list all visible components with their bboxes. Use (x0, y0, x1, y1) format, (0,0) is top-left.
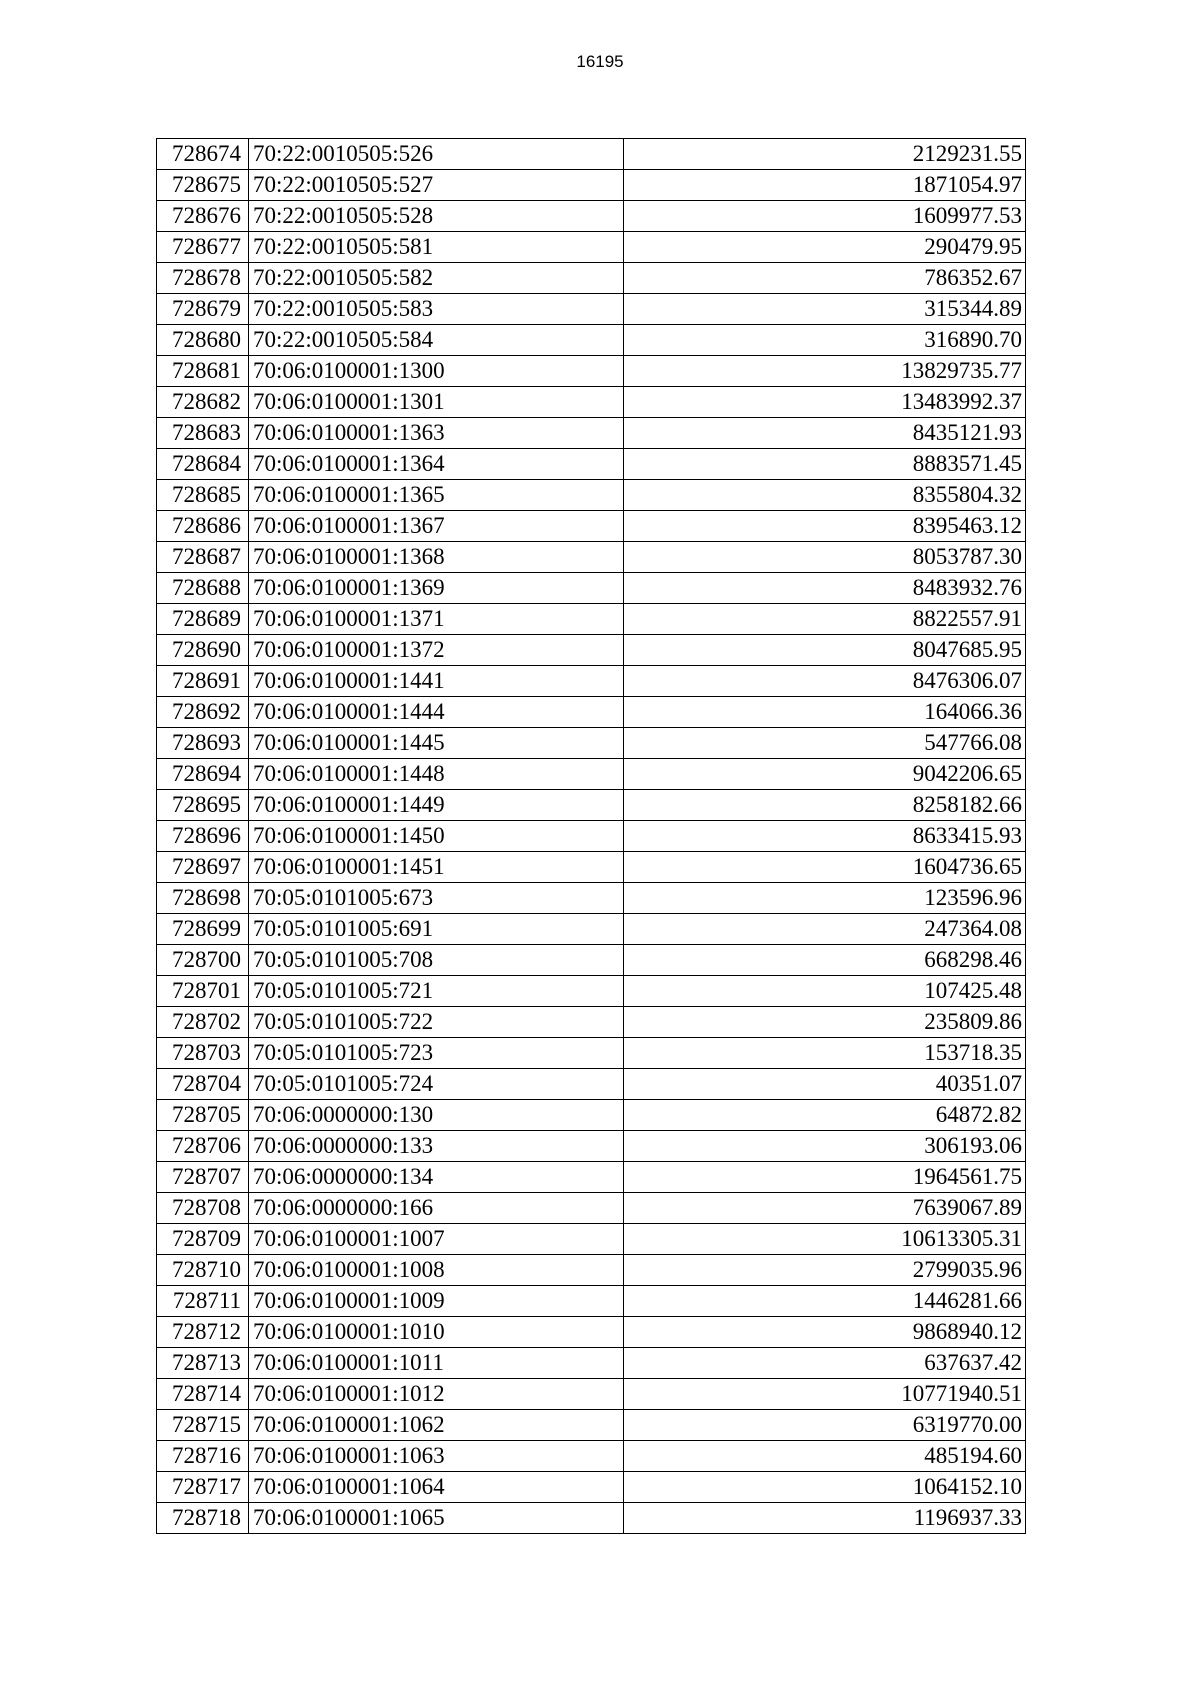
cadastral-number-cell: 70:06:0100001:1451 (249, 852, 624, 883)
row-number-cell: 728701 (157, 976, 249, 1007)
cadastral-number-cell: 70:06:0100001:1009 (249, 1286, 624, 1317)
cadastral-number-cell: 70:06:0100001:1010 (249, 1317, 624, 1348)
cadastral-value-cell: 40351.07 (624, 1069, 1026, 1100)
table-row (157, 790, 1026, 821)
cadastral-value-cell: 1196937.33 (624, 1503, 1026, 1534)
cadastral-number-cell: 70:06:0100001:1012 (249, 1379, 624, 1410)
row-number-cell: 728688 (157, 573, 249, 604)
cadastral-value-cell: 8476306.07 (624, 666, 1026, 697)
table-row (157, 573, 1026, 604)
table-row (157, 1069, 1026, 1100)
cadastral-value-cell: 247364.08 (624, 914, 1026, 945)
cadastral-value-cell: 1609977.53 (624, 201, 1026, 232)
table-row (157, 511, 1026, 542)
row-number-cell: 728700 (157, 945, 249, 976)
cadastral-number-cell: 70:06:0100001:1364 (249, 449, 624, 480)
cadastral-value-cell: 637637.42 (624, 1348, 1026, 1379)
cadastral-number-cell: 70:06:0100001:1368 (249, 542, 624, 573)
cadastral-value-cell: 786352.67 (624, 263, 1026, 294)
cadastral-number-cell: 70:06:0000000:166 (249, 1193, 624, 1224)
row-number-cell: 728703 (157, 1038, 249, 1069)
row-number-cell: 728682 (157, 387, 249, 418)
table-row (157, 1255, 1026, 1286)
cadastral-value-cell: 153718.35 (624, 1038, 1026, 1069)
cadastral-value-cell: 9868940.12 (624, 1317, 1026, 1348)
cadastral-number-cell: 70:22:0010505:526 (249, 139, 624, 170)
cadastral-value-cell: 64872.82 (624, 1100, 1026, 1131)
cadastral-number-cell: 70:22:0010505:528 (249, 201, 624, 232)
cadastral-value-cell: 485194.60 (624, 1441, 1026, 1472)
cadastral-number-cell: 70:22:0010505:583 (249, 294, 624, 325)
cadastral-number-cell: 70:22:0010505:582 (249, 263, 624, 294)
cadastral-value-cell: 8053787.30 (624, 542, 1026, 573)
row-number-cell: 728716 (157, 1441, 249, 1472)
table-row (157, 1100, 1026, 1131)
row-number-cell: 728693 (157, 728, 249, 759)
row-number-cell: 728689 (157, 604, 249, 635)
table-row (157, 666, 1026, 697)
cadastral-number-cell: 70:06:0100001:1450 (249, 821, 624, 852)
cadastral-number-cell: 70:06:0100001:1444 (249, 697, 624, 728)
table-row (157, 356, 1026, 387)
cadastral-value-cell: 8435121.93 (624, 418, 1026, 449)
cadastral-value-cell: 8047685.95 (624, 635, 1026, 666)
cadastral-value-cell: 290479.95 (624, 232, 1026, 263)
cadastral-value-cell: 2799035.96 (624, 1255, 1026, 1286)
row-number-cell: 728710 (157, 1255, 249, 1286)
cadastral-number-cell: 70:06:0000000:133 (249, 1131, 624, 1162)
cadastral-number-cell: 70:06:0100001:1064 (249, 1472, 624, 1503)
cadastral-number-cell: 70:06:0100001:1365 (249, 480, 624, 511)
table-row (157, 1379, 1026, 1410)
table-body (157, 139, 1026, 1534)
row-number-cell: 728685 (157, 480, 249, 511)
cadastral-number-cell: 70:06:0100001:1448 (249, 759, 624, 790)
row-number-cell: 728691 (157, 666, 249, 697)
table-row (157, 480, 1026, 511)
cadastral-number-cell: 70:06:0100001:1449 (249, 790, 624, 821)
table-row (157, 1410, 1026, 1441)
cadastral-value-cell: 8355804.32 (624, 480, 1026, 511)
cadastral-number-cell: 70:22:0010505:584 (249, 325, 624, 356)
page-number: 16195 (576, 52, 624, 71)
table-row (157, 1007, 1026, 1038)
table-row (157, 449, 1026, 480)
table-row (157, 728, 1026, 759)
table-row (157, 1441, 1026, 1472)
row-number-cell: 728692 (157, 697, 249, 728)
row-number-cell: 728694 (157, 759, 249, 790)
cadastral-number-cell: 70:05:0101005:722 (249, 1007, 624, 1038)
cadastral-value-cell: 6319770.00 (624, 1410, 1026, 1441)
table-row (157, 387, 1026, 418)
cadastral-value-cell: 8633415.93 (624, 821, 1026, 852)
cadastral-number-cell: 70:06:0100001:1371 (249, 604, 624, 635)
cadastral-number-cell: 70:22:0010505:527 (249, 170, 624, 201)
cadastral-number-cell: 70:06:0100001:1065 (249, 1503, 624, 1534)
row-number-cell: 728681 (157, 356, 249, 387)
row-number-cell: 728696 (157, 821, 249, 852)
cadastral-value-cell: 8822557.91 (624, 604, 1026, 635)
cadastral-number-cell: 70:05:0101005:724 (249, 1069, 624, 1100)
row-number-cell: 728697 (157, 852, 249, 883)
table-row (157, 418, 1026, 449)
row-number-cell: 728675 (157, 170, 249, 201)
row-number-cell: 728690 (157, 635, 249, 666)
cadastral-number-cell: 70:22:0010505:581 (249, 232, 624, 263)
table-row (157, 1286, 1026, 1317)
cadastral-number-cell: 70:06:0100001:1008 (249, 1255, 624, 1286)
table-row (157, 635, 1026, 666)
cadastral-number-cell: 70:06:0100001:1441 (249, 666, 624, 697)
cadastral-number-cell: 70:06:0100001:1063 (249, 1441, 624, 1472)
cadastral-value-cell: 7639067.89 (624, 1193, 1026, 1224)
cadastral-value-table (156, 138, 1026, 1534)
cadastral-number-cell: 70:06:0100001:1363 (249, 418, 624, 449)
table-row (157, 759, 1026, 790)
row-number-cell: 728707 (157, 1162, 249, 1193)
cadastral-value-cell: 10613305.31 (624, 1224, 1026, 1255)
cadastral-number-cell: 70:06:0100001:1300 (249, 356, 624, 387)
cadastral-number-cell: 70:06:0000000:130 (249, 1100, 624, 1131)
table-row (157, 697, 1026, 728)
cadastral-value-cell: 1064152.10 (624, 1472, 1026, 1503)
row-number-cell: 728684 (157, 449, 249, 480)
row-number-cell: 728709 (157, 1224, 249, 1255)
cadastral-value-cell: 8883571.45 (624, 449, 1026, 480)
cadastral-value-cell: 1604736.65 (624, 852, 1026, 883)
cadastral-number-cell: 70:05:0101005:708 (249, 945, 624, 976)
row-number-cell: 728674 (157, 139, 249, 170)
cadastral-value-cell: 306193.06 (624, 1131, 1026, 1162)
table-row (157, 1472, 1026, 1503)
row-number-cell: 728715 (157, 1410, 249, 1441)
row-number-cell: 728711 (157, 1286, 249, 1317)
cadastral-value-cell: 1964561.75 (624, 1162, 1026, 1193)
table-row (157, 1162, 1026, 1193)
row-number-cell: 728698 (157, 883, 249, 914)
table-row (157, 263, 1026, 294)
cadastral-value-cell: 315344.89 (624, 294, 1026, 325)
row-number-cell: 728704 (157, 1069, 249, 1100)
table-row (157, 1317, 1026, 1348)
row-number-cell: 728708 (157, 1193, 249, 1224)
cadastral-value-cell: 123596.96 (624, 883, 1026, 914)
table-row (157, 294, 1026, 325)
row-number-cell: 728680 (157, 325, 249, 356)
cadastral-number-cell: 70:06:0100001:1367 (249, 511, 624, 542)
cadastral-number-cell: 70:06:0100001:1011 (249, 1348, 624, 1379)
row-number-cell: 728714 (157, 1379, 249, 1410)
row-number-cell: 728686 (157, 511, 249, 542)
cadastral-value-cell: 316890.70 (624, 325, 1026, 356)
cadastral-number-cell: 70:06:0100001:1372 (249, 635, 624, 666)
table-row (157, 139, 1026, 170)
row-number-cell: 728713 (157, 1348, 249, 1379)
row-number-cell: 728679 (157, 294, 249, 325)
table-row (157, 976, 1026, 1007)
row-number-cell: 728678 (157, 263, 249, 294)
row-number-cell: 728702 (157, 1007, 249, 1038)
row-number-cell: 728687 (157, 542, 249, 573)
table-row (157, 914, 1026, 945)
cadastral-number-cell: 70:06:0000000:134 (249, 1162, 624, 1193)
table-row (157, 170, 1026, 201)
cadastral-number-cell: 70:05:0101005:721 (249, 976, 624, 1007)
table-row (157, 945, 1026, 976)
row-number-cell: 728699 (157, 914, 249, 945)
table-row (157, 604, 1026, 635)
cadastral-number-cell: 70:06:0100001:1445 (249, 728, 624, 759)
cadastral-value-cell: 13483992.37 (624, 387, 1026, 418)
cadastral-value-cell: 235809.86 (624, 1007, 1026, 1038)
table-row (157, 1224, 1026, 1255)
table-row (157, 232, 1026, 263)
cadastral-value-cell: 164066.36 (624, 697, 1026, 728)
table-row (157, 325, 1026, 356)
cadastral-value-cell: 8258182.66 (624, 790, 1026, 821)
cadastral-number-cell: 70:05:0101005:673 (249, 883, 624, 914)
table-row (157, 1193, 1026, 1224)
cadastral-value-cell: 2129231.55 (624, 139, 1026, 170)
row-number-cell: 728717 (157, 1472, 249, 1503)
cadastral-number-cell: 70:06:0100001:1062 (249, 1410, 624, 1441)
row-number-cell: 728677 (157, 232, 249, 263)
row-number-cell: 728706 (157, 1131, 249, 1162)
cadastral-value-cell: 8483932.76 (624, 573, 1026, 604)
cadastral-number-cell: 70:05:0101005:691 (249, 914, 624, 945)
table-row (157, 1038, 1026, 1069)
cadastral-value-cell: 13829735.77 (624, 356, 1026, 387)
cadastral-value-cell: 10771940.51 (624, 1379, 1026, 1410)
cadastral-number-cell: 70:06:0100001:1301 (249, 387, 624, 418)
cadastral-value-cell: 1871054.97 (624, 170, 1026, 201)
row-number-cell: 728695 (157, 790, 249, 821)
row-number-cell: 728683 (157, 418, 249, 449)
table-row (157, 883, 1026, 914)
cadastral-value-cell: 107425.48 (624, 976, 1026, 1007)
cadastral-number-cell: 70:06:0100001:1369 (249, 573, 624, 604)
row-number-cell: 728705 (157, 1100, 249, 1131)
table-row (157, 852, 1026, 883)
cadastral-value-cell: 547766.08 (624, 728, 1026, 759)
cadastral-value-cell: 668298.46 (624, 945, 1026, 976)
row-number-cell: 728712 (157, 1317, 249, 1348)
row-number-cell: 728718 (157, 1503, 249, 1534)
table-row (157, 1131, 1026, 1162)
row-number-cell: 728676 (157, 201, 249, 232)
cadastral-value-cell: 1446281.66 (624, 1286, 1026, 1317)
table-row (157, 1348, 1026, 1379)
cadastral-number-cell: 70:05:0101005:723 (249, 1038, 624, 1069)
cadastral-value-cell: 8395463.12 (624, 511, 1026, 542)
table-row (157, 542, 1026, 573)
cadastral-value-cell: 9042206.65 (624, 759, 1026, 790)
table-row (157, 201, 1026, 232)
cadastral-number-cell: 70:06:0100001:1007 (249, 1224, 624, 1255)
table-row (157, 821, 1026, 852)
table-row (157, 1503, 1026, 1534)
